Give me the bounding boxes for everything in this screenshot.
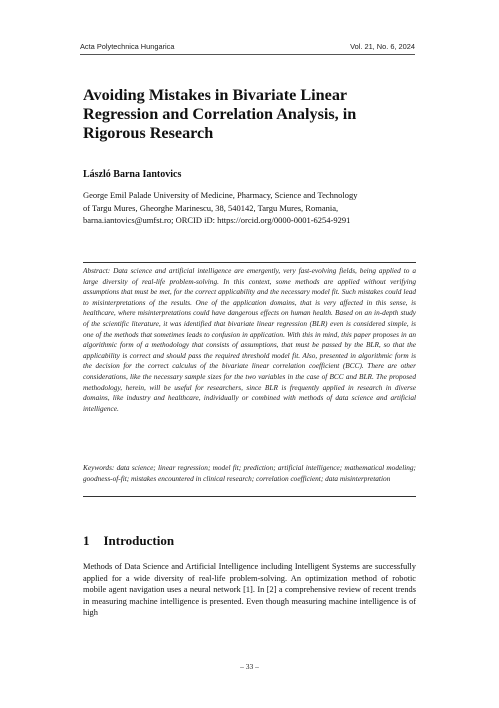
affiliation-line: barna.iantovics@umfst.ro; ORCID iD: https://orcid.org/0000-0001-6254-9291 — [83, 215, 351, 225]
affiliation-block — [83, 189, 419, 227]
abstract-bottom-divider — [83, 496, 416, 497]
running-header — [80, 42, 415, 51]
affiliation-line: of Targu Mures, Gheorghe Marinescu, 38, 540142, Targu Mures, Romania, — [83, 202, 339, 213]
paper-title: Avoiding Mistakes in Bivariate Linear Regression and Correlation Analysis, in Rigorous Research — [83, 86, 357, 142]
abstract-text: Abstract: Data science and artificial intelligence are emergently, very fast-evolving fields, being applied to a large diversity of real-life problem-solving. In this context, some methods are applied without verifying assumptions that must be met, for the correct applicability and the necessary model fit. Such mistakes could lead to misinterpretations of the results. One of the application domains, that is very affected in this sense, is healthcare, where misinterpretations could have dangerous effects on human health. Based on an in-depth study of the scientific literature, it was identified that bivariate linear regression (BLR) even is considered simple, is one of the methods that sometimes leads to confusion in application. With this in mind, this paper proposes in an algorithmic form of a methodology that consists of assumptions, that must be passed by the BLR, so that the applicability is correct and should pass the required threshold model fit. Also, presented in algorithmic form is the decision for the correct calculus of the bivariate linear correlation coefficient (BCC). There are other considerations, like the necessary sample sizes for the two variables in the case of BCC and BLR. The proposed methodology, herein, will be useful for researchers, since BLR is frequently applied in research in diverse domains, like industry and healthcare, individually or combined with methods of data science and artificial intelligence. — [83, 266, 416, 413]
affiliation-line: George Emil Palade University of Medicine, Pharmacy, Science and Technology — [83, 190, 358, 200]
section-title: Introduction — [103, 533, 175, 548]
abstract-top-divider — [83, 262, 416, 263]
introduction-paragraph: Methods of Data Science and Artificial Intelligence including Intelligent Systems are successfully applied for a wide diversity of real-life problem-solving. An optimization method of robotic mobile agent navigation uses a neural network [1]. In [2] a comprehensive review of recent trends in measuring machine intelligence is presented. Even though measuring machine intelligence is of high — [83, 562, 416, 617]
section-number: 1 — [83, 533, 90, 548]
header-divider — [80, 54, 415, 55]
section-heading — [83, 533, 174, 549]
volume-info: Vol. 21, No. 6, 2024 — [350, 42, 415, 51]
keywords-text: Keywords: data science; linear regression; model fit; prediction; artificial intelligence; mathematical modeling; goodness-of-fit; mistakes encountered in clinical research; correlation coefficient; data misinterpretation — [83, 463, 416, 483]
author-name: László Barna Iantovics — [83, 169, 182, 180]
journal-name: Acta Polytechnica Hungarica — [80, 42, 175, 51]
page-number: – 33 – — [240, 662, 259, 671]
